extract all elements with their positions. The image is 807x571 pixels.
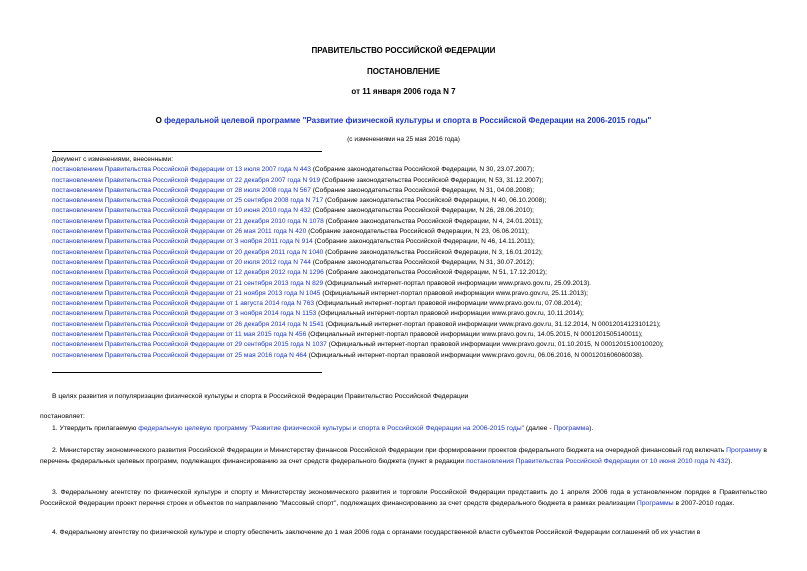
amendment-item bbox=[52, 249, 772, 259]
amendment-item bbox=[52, 238, 772, 248]
amendment-source: (Собрание законодательства Российской Федерации, N 40, 06.10.2008); bbox=[323, 197, 547, 205]
amendment-link[interactable]: постановлением Правительства Российской Федерации от 25 мая 2016 года N 464 bbox=[52, 351, 307, 359]
amendment-source: (Собрание законодательства Российской Федерации, N 31, 04.08.2008); bbox=[310, 186, 535, 194]
program-title-link[interactable]: федеральной целевой программе "Развитие физической культуры и спорта в Российской Федерации на 2006-2015 годы" bbox=[164, 116, 652, 125]
title-prefix: О bbox=[155, 116, 165, 125]
amendment-item bbox=[52, 331, 772, 341]
amendment-source: (Собрание законодательства Российской Федерации, N 23, 06.06.2011); bbox=[306, 228, 529, 236]
amendment-item bbox=[52, 341, 772, 351]
program-link-2[interactable]: Программу bbox=[726, 447, 762, 454]
paragraph-4: 4. Федеральному агентству по физической культуре и спорту обеспечить заключение до 1 мая 2006 года с органами государственной власти субъектов Российской Федерации соглашений об их участии в bbox=[52, 529, 701, 536]
amendment-link[interactable]: постановлением Правительства Российской Федерации от 22 декабря 2007 года N 919 bbox=[52, 176, 321, 184]
amendment-link[interactable]: постановлением Правительства Российской Федерации от 21 ноября 2013 года N 1045 bbox=[52, 289, 321, 297]
amendment-link[interactable]: постановлением Правительства Российской Федерации от 13 июля 2007 года N 443 bbox=[52, 166, 311, 174]
decree-heading: ПОСТАНОВЛЕНИЕ bbox=[366, 67, 441, 76]
paragraph-1 bbox=[40, 424, 767, 435]
amendment-item bbox=[52, 321, 772, 331]
amendment-source: (Официальный интернет-портал правовой информации www.pravo.gov.ru, 25.09.2013). bbox=[323, 279, 592, 287]
amendment-item bbox=[52, 207, 772, 217]
amendment-2010-link[interactable]: постановления Правительства Российской Федерации от 10 июня 2010 года N 432 bbox=[466, 457, 729, 465]
amendment-item bbox=[52, 300, 772, 310]
amendments-list bbox=[52, 156, 772, 362]
changes-note: (с изменениями на 25 мая 2016 года) bbox=[347, 136, 460, 143]
amendment-item bbox=[52, 310, 772, 320]
amendment-item bbox=[52, 290, 772, 300]
amendment-source: (Официальный интернет-портал правовой информации www.pravo.gov.ru, 07.08.2014); bbox=[314, 300, 583, 308]
p3-text-a: 3. Федеральному агентству по физической культуре и спорту и Министерству экономического развития и торговли Российской Федерации представить до 1 апреля 2006 года в установленном порядке в Правительство Российской Федерации проект перечня строек и объектов по направлению "Массовый спорт", подлежащих финансированию за счет средств федерального бюджета в рамках реализации bbox=[40, 489, 767, 507]
amendment-link[interactable]: постановлением Правительства Российской Федерации от 1 августа 2014 года N 763 bbox=[52, 300, 315, 308]
amendment-link[interactable]: постановлением Правительства Российской Федерации от 26 мая 2011 года N 420 bbox=[52, 228, 307, 236]
amendment-source: (Официальный интернет-портал правовой информации www.pravo.gov.ru, 01.10.2015, N 0001201510010020); bbox=[326, 341, 664, 349]
amendment-source: (Официальный интернет-портал правовой информации www.pravo.gov.ru, 31.12.2014, N 0001201412310121); bbox=[323, 320, 661, 328]
amendment-source: (Собрание законодательства Российской Федерации, N 46, 14.11.2011); bbox=[312, 238, 535, 246]
p1-text-b: (далее - bbox=[524, 425, 554, 432]
amendment-item bbox=[52, 228, 772, 238]
amendment-item bbox=[52, 197, 772, 207]
program-link[interactable]: федеральную целевую программу "Развитие физической культуры и спорта в Российской Федерации на 2006-2015 годы" bbox=[138, 425, 525, 432]
divider-bottom bbox=[52, 372, 322, 373]
government-heading: ПРАВИТЕЛЬСТВО РОССИЙСКОЙ ФЕДЕРАЦИИ bbox=[311, 46, 496, 55]
amendment-link[interactable]: постановлением Правительства Российской Федерации от 21 декабря 2010 года N 1078 bbox=[52, 217, 324, 225]
amendment-item bbox=[52, 187, 772, 197]
decree-date: от 11 января 2006 года N 7 bbox=[351, 87, 456, 96]
amendment-item bbox=[52, 166, 772, 176]
amendment-item bbox=[52, 269, 772, 279]
amendment-link[interactable]: постановлением Правительства Российской Федерации от 12 декабря 2012 года N 1296 bbox=[52, 269, 324, 277]
p2-text-a: 2. Министерству экономического развития Российской Федерации и Министерству финансов Российской Федерации при формировании проектов федерального бюджета на очередной финансовый год включать bbox=[52, 447, 727, 454]
p2-text-b: в перечень федеральных целевых программ, подлежащих финансированию за счет средств федерального бюджета (пункт в редакции bbox=[40, 447, 768, 465]
amendment-link[interactable]: постановлением Правительства Российской Федерации от 11 мая 2015 года N 456 bbox=[52, 331, 307, 339]
amendments-intro: Документ с изменениями, внесенными: bbox=[52, 156, 174, 163]
amendment-link[interactable]: постановлением Правительства Российской Федерации от 3 ноября 2011 года N 914 bbox=[52, 238, 313, 246]
divider-top bbox=[52, 151, 322, 152]
amendment-link[interactable]: постановлением Правительства Российской Федерации от 10 июня 2010 года N 432 bbox=[52, 207, 311, 215]
amendment-source: (Собрание законодательства Российской Федерации, N 31, 30.07.2012); bbox=[310, 258, 535, 266]
amendment-item bbox=[52, 177, 772, 187]
amendment-source: (Собрание законодательства Российской Федерации, N 53, 31.12.2007); bbox=[320, 176, 544, 184]
amendment-link[interactable]: постановлением Правительства Российской Федерации от 29 сентября 2015 года N 1037 bbox=[52, 341, 327, 349]
p1-text-a: 1. Утвердить прилагаемую bbox=[52, 425, 139, 432]
paragraph-2 bbox=[40, 446, 767, 467]
p3-text-b: в 2007-2010 годах. bbox=[673, 499, 735, 507]
amendment-link[interactable]: постановлением Правительства Российской Федерации от 28 июля 2008 года N 567 bbox=[52, 186, 311, 194]
amendment-item bbox=[52, 280, 772, 290]
amendment-item bbox=[52, 259, 772, 269]
amendment-link[interactable]: постановлением Правительства Российской Федерации от 20 декабря 2011 года N 1040 bbox=[52, 248, 324, 256]
amendment-source: (Официальный интернет-портал правовой информации www.pravo.gov.ru, 25.11.2013); bbox=[320, 289, 589, 297]
decides-label: постановляет: bbox=[40, 413, 85, 420]
amendment-link[interactable]: постановлением Правительства Российской Федерации от 21 сентября 2013 года N 829 bbox=[52, 279, 324, 287]
paragraph-3 bbox=[40, 488, 767, 509]
p1-text-c: ). bbox=[589, 425, 594, 432]
preamble: В целях развития и популяризации физической культуры и спорта в Российской Федерации Правительство Российской Федерации bbox=[52, 393, 469, 400]
amendment-link[interactable]: постановлением Правительства Российской Федерации от 3 ноября 2014 года N 1153 bbox=[52, 310, 317, 318]
amendment-source: (Собрание законодательства Российской Федерации, N 3, 16.01.2012); bbox=[323, 248, 543, 256]
amendment-item bbox=[52, 352, 772, 362]
amendment-source: (Собрание законодательства Российской Федерации, N 51, 17.12.2012); bbox=[323, 269, 547, 277]
document-title bbox=[40, 116, 767, 126]
amendment-link[interactable]: постановлением Правительства Российской Федерации от 26 декабря 2014 года N 1541 bbox=[52, 320, 324, 328]
amendment-link[interactable]: постановлением Правительства Российской Федерации от 25 сентября 2008 года N 717 bbox=[52, 197, 324, 205]
amendment-link[interactable]: постановлением Правительства Российской Федерации от 20 июля 2012 года N 744 bbox=[52, 258, 311, 266]
amendment-source: (Официальный интернет-портал правовой информации www.pravo.gov.ru, 10.11.2014); bbox=[316, 310, 584, 318]
p2-text-c: ). bbox=[728, 457, 733, 465]
amendment-source: (Официальный интернет-портал правовой информации www.pravo.gov.ru, 14.05.2015, N 0001201505140011); bbox=[306, 331, 643, 339]
program-short-link[interactable]: Программа bbox=[553, 425, 590, 432]
amendment-source: (Собрание законодательства Российской Федерации, N 4, 24.01.2011); bbox=[323, 217, 543, 225]
amendment-source: (Собрание законодательства Российской Федерации, N 26, 28.06.2010); bbox=[310, 207, 534, 215]
amendment-source: (Собрание законодательства Российской Федерации, N 30, 23.07.2007); bbox=[310, 166, 535, 174]
amendment-source: (Официальный интернет-портал правовой информации www.pravo.gov.ru, 06.06.2016, N 0001201606060038). bbox=[306, 351, 644, 359]
program-link-3[interactable]: Программы bbox=[636, 499, 674, 507]
amendment-item bbox=[52, 218, 772, 228]
